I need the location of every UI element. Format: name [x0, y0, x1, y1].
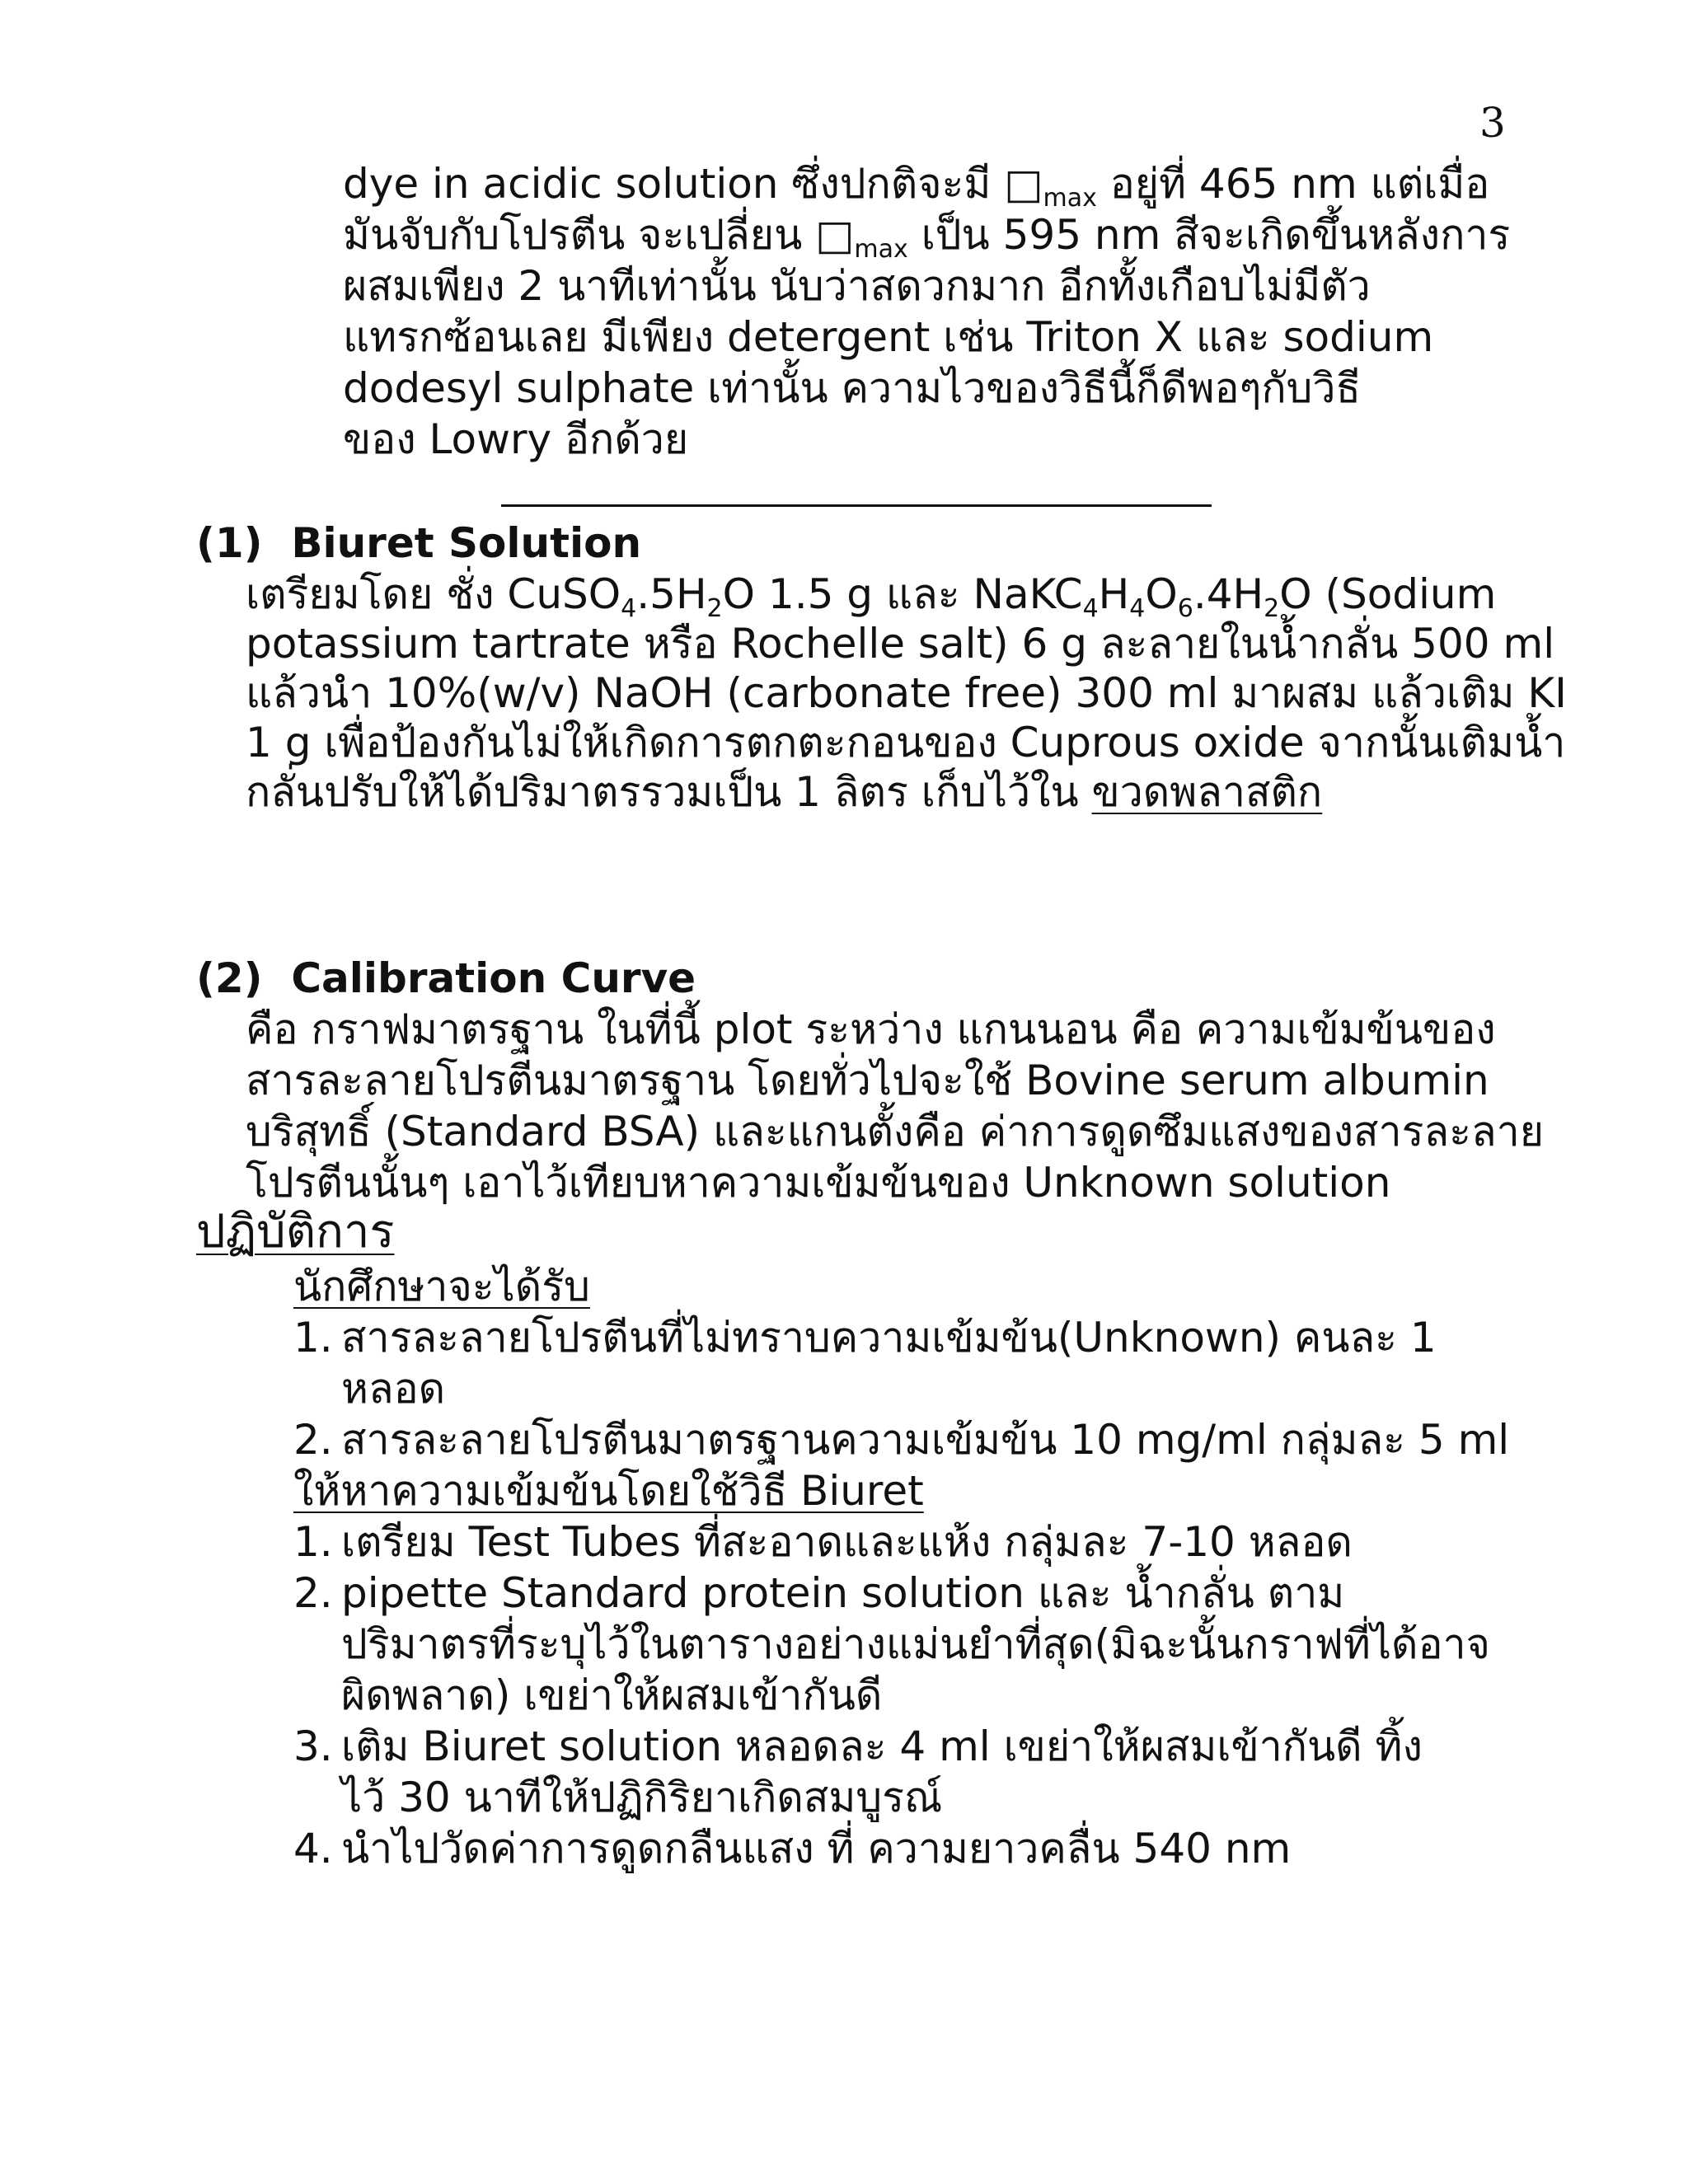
intro-line-2: มันจับกับโปรตีน จะเปลี่ยน $□_{max}$ เป็น 595 nm สีจะเกิดขึ้นหลังการ [343, 211, 1511, 264]
biuret-line-3: แล้วนำ 10%(w/v) NaOH (carbonate free) 300 ml มาผสม แล้วเติม KI [246, 669, 1567, 717]
biuret-line-5: กลั่นปรับให้ได้ปริมาตรรวมเป็น 1 ลิตร เก็บไว้ใน ขวดพลาสติก [246, 768, 1323, 816]
intro-line-1: dye in acidic solution ซึ่งปกติจะมี $□_{max}$ อยู่ที่ 465 nm แต่เมื่อ [343, 160, 1490, 213]
calibration-line-2: สารละลายโปรตีนมาตรฐาน โดยทั่วไปจะใช้ Bovine serum albumin [246, 1057, 1489, 1104]
receive-item-1-cont: หลอด [341, 1365, 446, 1413]
intro-line-5: dodesyl sulphate เท่านั้น ความไวของวิธีนี้ก็ดีพอๆกับวิธี [343, 364, 1361, 412]
intro-line-4: แทรกซ้อนเลย มีเพียง detergent เช่น Triton X และ sodium [343, 313, 1434, 361]
method-item-3-cont: ไว้ 30 นาทีให้ปฏิกิริยาเกิดสมบูรณ์ [341, 1774, 943, 1821]
receive-item-2: 2. สารละลายโปรตีนมาตรฐานความเข้มข้น 10 mg/ml กลุ่มละ 5 ml [293, 1416, 1510, 1464]
calibration-line-1: คือ กราฟมาตรฐาน ในที่นี้ plot ระหว่าง แกนนอน คือ ความเข้มข้นของ [246, 1005, 1496, 1053]
calibration-heading: (2) Calibration Curve [196, 954, 696, 1002]
intro-line-3: ผสมเพียง 2 นาทีเท่านั้น นับว่าสดวกมาก อีกทั้งเกือบไม่มีตัว [343, 262, 1371, 310]
method-item-2-cont-2: ผิดพลาด) เขย่าให้ผสมเข้ากันดี [341, 1671, 883, 1719]
receive-item-1: 1. สารละลายโปรตีนที่ไม่ทราบความเข้มข้น(Unknown) คนละ 1 [293, 1314, 1437, 1361]
lambda-glyph: □ [815, 211, 855, 259]
practice-heading: ปฏิบัติการ [196, 1205, 395, 1258]
biuret-heading: (1) Biuret Solution [196, 519, 642, 567]
method-item-2: 2. pipette Standard protein solution และ น้ำกลั่น ตาม [293, 1569, 1345, 1617]
receive-heading: นักศึกษาจะได้รับ [293, 1263, 590, 1310]
biuret-line-2: potassium tartrate หรือ Rochelle salt) 6 g ละลายในน้ำกลั่น 500 ml [246, 620, 1555, 668]
method-item-1: 1. เตรียม Test Tubes ที่สะอาดและแห้ง กลุ่มละ 7-10 หลอด [293, 1518, 1353, 1566]
method-item-3: 3. เติม Biuret solution หลอดละ 4 ml เขย่าให้ผสมเข้ากันดี ทิ้ง [293, 1722, 1423, 1770]
separator-rule [501, 504, 1212, 507]
page-number: 3 [1479, 99, 1506, 147]
method-item-2-cont-1: ปริมาตรที่ระบุไว้ในตารางอย่างแม่นยำที่สุด(มิฉะนั้นกราฟที่ได้อาจ [341, 1620, 1490, 1668]
method-heading: ให้หาความเข้มข้นโดยใช้วิธี Biuret [293, 1467, 924, 1515]
calibration-line-3: บริสุทธิ์ (Standard BSA) และแกนตั้งคือ ค่าการดูดซึมแสงของสารละลาย [246, 1108, 1544, 1155]
lambda-glyph: □ [1004, 160, 1043, 208]
plastic-bottle-underlined: ขวดพลาสติก [1091, 768, 1323, 816]
calibration-line-4: โปรตีนนั้นๆ เอาไว้เทียบหาความเข้มข้นของ Unknown solution [246, 1159, 1391, 1207]
method-item-4: 4. นำไปวัดค่าการดูดกลืนแสง ที่ ความยาวคลื่น 540 nm [293, 1825, 1292, 1872]
intro-line-6: ของ Lowry อีกด้วย [343, 415, 689, 463]
biuret-line-1: เตรียมโดย ชั่ง $CuSO_4.5H_2O$ 1.5 g และ $NaKC_4H_4O_6.4H_2O$ (Sodium [246, 570, 1497, 623]
biuret-line-4: 1 g เพื่อป้องกันไม่ให้เกิดการตกตะกอนของ Cuprous oxide จากนั้นเติมน้ำ [246, 719, 1566, 766]
